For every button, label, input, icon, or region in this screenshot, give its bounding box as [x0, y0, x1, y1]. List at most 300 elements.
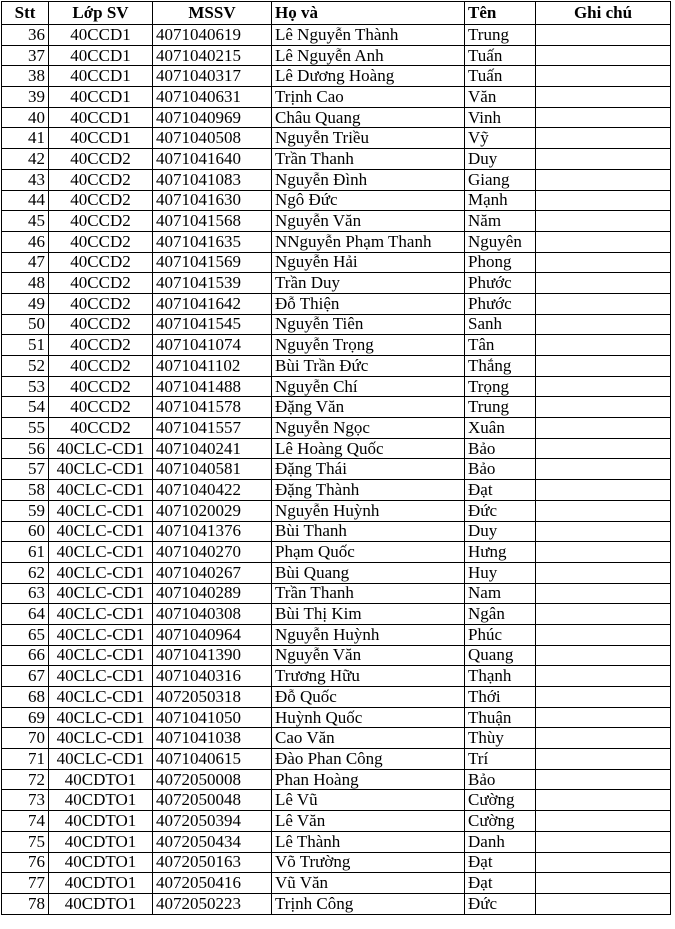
cell-mssv: 4071040581 [153, 459, 272, 480]
cell-ho-va: Lê Nguyễn Thành [272, 25, 465, 46]
cell-ghi-chu [536, 707, 671, 728]
cell-lop-sv: 40CLC-CD1 [49, 542, 153, 563]
cell-mssv: 4071041488 [153, 376, 272, 397]
cell-ho-va: Đỗ Quốc [272, 687, 465, 708]
cell-ten: Văn [465, 87, 536, 108]
table-row [2, 149, 671, 170]
table-row [2, 314, 671, 335]
cell-ho-va: Châu Quang [272, 107, 465, 128]
cell-ten: Trung [465, 397, 536, 418]
cell-stt: 44 [2, 190, 49, 211]
cell-lop-sv: 40CCD2 [49, 149, 153, 170]
cell-mssv: 4071041545 [153, 314, 272, 335]
cell-lop-sv: 40CCD2 [49, 397, 153, 418]
cell-lop-sv: 40CCD1 [49, 45, 153, 66]
cell-stt: 65 [2, 624, 49, 645]
roster-body [2, 25, 671, 915]
cell-stt: 61 [2, 542, 49, 563]
cell-ten: Cường [465, 790, 536, 811]
table-row [2, 811, 671, 832]
cell-mssv: 4072050416 [153, 873, 272, 894]
cell-mssv: 4071040631 [153, 87, 272, 108]
cell-stt: 54 [2, 397, 49, 418]
cell-ten: Duy [465, 521, 536, 542]
cell-stt: 38 [2, 66, 49, 87]
cell-ten: Danh [465, 831, 536, 852]
cell-mssv: 4071041640 [153, 149, 272, 170]
cell-ghi-chu [536, 542, 671, 563]
table-row [2, 666, 671, 687]
cell-mssv: 4071040267 [153, 562, 272, 583]
cell-ho-va: Đỗ Thiện [272, 293, 465, 314]
cell-ho-va: Phan Hoàng [272, 769, 465, 790]
cell-mssv: 4071041083 [153, 169, 272, 190]
cell-lop-sv: 40CCD2 [49, 211, 153, 232]
table-row [2, 418, 671, 439]
cell-mssv: 4072050163 [153, 852, 272, 873]
header-ten: Tên [465, 2, 536, 25]
table-row [2, 87, 671, 108]
cell-ten: Bảo [465, 459, 536, 480]
table-row [2, 707, 671, 728]
cell-lop-sv: 40CLC-CD1 [49, 624, 153, 645]
cell-ho-va: Lê Văn [272, 811, 465, 832]
cell-ten: Thùy [465, 728, 536, 749]
cell-ghi-chu [536, 87, 671, 108]
cell-ten: Tân [465, 335, 536, 356]
cell-ghi-chu [536, 790, 671, 811]
cell-stt: 39 [2, 87, 49, 108]
cell-ho-va: Vũ Văn [272, 873, 465, 894]
cell-ghi-chu [536, 293, 671, 314]
cell-lop-sv: 40CLC-CD1 [49, 583, 153, 604]
cell-ghi-chu [536, 583, 671, 604]
cell-lop-sv: 40CLC-CD1 [49, 645, 153, 666]
table-row [2, 356, 671, 377]
cell-lop-sv: 40CLC-CD1 [49, 438, 153, 459]
cell-ho-va: Võ Trường [272, 852, 465, 873]
cell-lop-sv: 40CCD2 [49, 169, 153, 190]
cell-ho-va: Nguyễn Trọng [272, 335, 465, 356]
cell-ho-va: Đào Phan Công [272, 749, 465, 770]
cell-ten: Giang [465, 169, 536, 190]
cell-ghi-chu [536, 231, 671, 252]
table-row [2, 542, 671, 563]
cell-ghi-chu [536, 666, 671, 687]
cell-stt: 43 [2, 169, 49, 190]
table-row [2, 376, 671, 397]
cell-mssv: 4071040241 [153, 438, 272, 459]
cell-ho-va: Lê Hoàng Quốc [272, 438, 465, 459]
cell-ho-va: Bùi Trần Đức [272, 356, 465, 377]
cell-ho-va: Bùi Thị Kim [272, 604, 465, 625]
cell-ho-va: Lê Vũ [272, 790, 465, 811]
table-row [2, 107, 671, 128]
cell-ten: Ngân [465, 604, 536, 625]
cell-ghi-chu [536, 831, 671, 852]
cell-stt: 69 [2, 707, 49, 728]
cell-ten: Mạnh [465, 190, 536, 211]
cell-stt: 77 [2, 873, 49, 894]
cell-mssv: 4071041376 [153, 521, 272, 542]
cell-stt: 59 [2, 500, 49, 521]
cell-stt: 56 [2, 438, 49, 459]
cell-stt: 51 [2, 335, 49, 356]
cell-ghi-chu [536, 376, 671, 397]
cell-ten: Thới [465, 687, 536, 708]
cell-ten: Đạt [465, 873, 536, 894]
cell-stt: 73 [2, 790, 49, 811]
cell-stt: 63 [2, 583, 49, 604]
cell-stt: 40 [2, 107, 49, 128]
cell-stt: 47 [2, 252, 49, 273]
cell-ho-va: Trần Duy [272, 273, 465, 294]
cell-mssv: 4071040289 [153, 583, 272, 604]
cell-ho-va: Nguyễn Văn [272, 645, 465, 666]
table-row [2, 873, 671, 894]
cell-mssv: 4071041539 [153, 273, 272, 294]
cell-lop-sv: 40CDTO1 [49, 769, 153, 790]
cell-ho-va: Trương Hữu [272, 666, 465, 687]
cell-ghi-chu [536, 66, 671, 87]
cell-ghi-chu [536, 190, 671, 211]
cell-stt: 55 [2, 418, 49, 439]
table-row [2, 66, 671, 87]
cell-lop-sv: 40CLC-CD1 [49, 562, 153, 583]
cell-ho-va: Lê Nguyễn Anh [272, 45, 465, 66]
cell-ten: Quang [465, 645, 536, 666]
header-stt: Stt [2, 2, 49, 25]
cell-stt: 45 [2, 211, 49, 232]
cell-ghi-chu [536, 25, 671, 46]
cell-mssv: 4071040508 [153, 128, 272, 149]
cell-ho-va: Phạm Quốc [272, 542, 465, 563]
cell-stt: 64 [2, 604, 49, 625]
cell-ho-va: Bùi Thanh [272, 521, 465, 542]
cell-ghi-chu [536, 45, 671, 66]
cell-mssv: 4071020029 [153, 500, 272, 521]
cell-mssv: 4071041102 [153, 356, 272, 377]
cell-lop-sv: 40CLC-CD1 [49, 666, 153, 687]
cell-ghi-chu [536, 873, 671, 894]
cell-ten: Sanh [465, 314, 536, 335]
cell-ten: Đạt [465, 480, 536, 501]
cell-ghi-chu [536, 852, 671, 873]
cell-ghi-chu [536, 128, 671, 149]
cell-ten: Phong [465, 252, 536, 273]
table-row [2, 624, 671, 645]
cell-lop-sv: 40CLC-CD1 [49, 707, 153, 728]
cell-mssv: 4071040316 [153, 666, 272, 687]
table-row [2, 231, 671, 252]
cell-ten: Phúc [465, 624, 536, 645]
cell-ghi-chu [536, 418, 671, 439]
cell-ghi-chu [536, 624, 671, 645]
cell-stt: 70 [2, 728, 49, 749]
cell-stt: 71 [2, 749, 49, 770]
cell-stt: 50 [2, 314, 49, 335]
cell-ghi-chu [536, 604, 671, 625]
cell-ho-va: Nguyễn Đình [272, 169, 465, 190]
cell-mssv: 4071041074 [153, 335, 272, 356]
cell-ho-va: Lê Thành [272, 831, 465, 852]
cell-ho-va: Nguyễn Văn [272, 211, 465, 232]
cell-stt: 76 [2, 852, 49, 873]
cell-ten: Phước [465, 273, 536, 294]
cell-stt: 52 [2, 356, 49, 377]
cell-mssv: 4071040215 [153, 45, 272, 66]
cell-ho-va: Trịnh Cao [272, 87, 465, 108]
cell-lop-sv: 40CDTO1 [49, 811, 153, 832]
cell-lop-sv: 40CDTO1 [49, 893, 153, 914]
cell-ten: Vỹ [465, 128, 536, 149]
table-row [2, 335, 671, 356]
cell-mssv: 4071041569 [153, 252, 272, 273]
cell-ho-va: Trần Thanh [272, 583, 465, 604]
cell-ghi-chu [536, 459, 671, 480]
header-mssv: MSSV [153, 2, 272, 25]
cell-ghi-chu [536, 211, 671, 232]
table-row [2, 252, 671, 273]
cell-ghi-chu [536, 314, 671, 335]
table-row [2, 25, 671, 46]
cell-ho-va: Nguyễn Triều [272, 128, 465, 149]
cell-stt: 58 [2, 480, 49, 501]
cell-ghi-chu [536, 749, 671, 770]
table-row [2, 790, 671, 811]
cell-ten: Trọng [465, 376, 536, 397]
cell-mssv: 4071041578 [153, 397, 272, 418]
cell-ho-va: Cao Văn [272, 728, 465, 749]
cell-stt: 62 [2, 562, 49, 583]
cell-lop-sv: 40CDTO1 [49, 831, 153, 852]
cell-ten: Thắng [465, 356, 536, 377]
cell-stt: 41 [2, 128, 49, 149]
cell-mssv: 4071040422 [153, 480, 272, 501]
header-ghi-chu: Ghi chú [536, 2, 671, 25]
cell-ghi-chu [536, 645, 671, 666]
cell-ten: Cường [465, 811, 536, 832]
table-row [2, 190, 671, 211]
cell-mssv: 4071040964 [153, 624, 272, 645]
cell-ghi-chu [536, 562, 671, 583]
cell-ho-va: Nguyễn Hải [272, 252, 465, 273]
cell-ten: Huy [465, 562, 536, 583]
cell-mssv: 4071040619 [153, 25, 272, 46]
cell-mssv: 4071041568 [153, 211, 272, 232]
cell-lop-sv: 40CDTO1 [49, 790, 153, 811]
cell-lop-sv: 40CLC-CD1 [49, 480, 153, 501]
cell-lop-sv: 40CDTO1 [49, 852, 153, 873]
cell-ho-va: Lê Dương Hoàng [272, 66, 465, 87]
cell-mssv: 4071041642 [153, 293, 272, 314]
cell-mssv: 4072050394 [153, 811, 272, 832]
cell-stt: 78 [2, 893, 49, 914]
cell-lop-sv: 40CLC-CD1 [49, 521, 153, 542]
table-row [2, 128, 671, 149]
cell-mssv: 4071041050 [153, 707, 272, 728]
cell-lop-sv: 40CCD2 [49, 376, 153, 397]
cell-ten: Nam [465, 583, 536, 604]
cell-stt: 42 [2, 149, 49, 170]
cell-ho-va: Nguyễn Chí [272, 376, 465, 397]
table-row [2, 831, 671, 852]
cell-ho-va: Đặng Thái [272, 459, 465, 480]
cell-mssv: 4072050008 [153, 769, 272, 790]
cell-stt: 66 [2, 645, 49, 666]
table-row [2, 769, 671, 790]
student-roster-table [1, 1, 671, 915]
cell-mssv: 4071040308 [153, 604, 272, 625]
cell-ten: Đạt [465, 852, 536, 873]
cell-lop-sv: 40CLC-CD1 [49, 604, 153, 625]
cell-lop-sv: 40CLC-CD1 [49, 749, 153, 770]
cell-ghi-chu [536, 149, 671, 170]
cell-mssv: 4071040270 [153, 542, 272, 563]
cell-stt: 68 [2, 687, 49, 708]
cell-ho-va: Đặng Thành [272, 480, 465, 501]
cell-stt: 37 [2, 45, 49, 66]
cell-stt: 67 [2, 666, 49, 687]
cell-ghi-chu [536, 356, 671, 377]
table-row [2, 293, 671, 314]
cell-stt: 60 [2, 521, 49, 542]
cell-mssv: 4071041390 [153, 645, 272, 666]
cell-lop-sv: 40CCD2 [49, 418, 153, 439]
cell-lop-sv: 40CCD1 [49, 107, 153, 128]
cell-ghi-chu [536, 273, 671, 294]
table-row [2, 459, 671, 480]
cell-ghi-chu [536, 169, 671, 190]
table-row [2, 893, 671, 914]
cell-ten: Phước [465, 293, 536, 314]
cell-ten: Xuân [465, 418, 536, 439]
table-row [2, 480, 671, 501]
cell-ho-va: Nguyễn Ngọc [272, 418, 465, 439]
header-row [2, 2, 671, 25]
cell-ho-va: Nguyễn Huỳnh [272, 624, 465, 645]
cell-ten: Thuận [465, 707, 536, 728]
cell-lop-sv: 40CCD1 [49, 66, 153, 87]
table-row [2, 169, 671, 190]
cell-lop-sv: 40CCD2 [49, 252, 153, 273]
cell-ghi-chu [536, 500, 671, 521]
cell-ho-va: NNguyễn Phạm Thanh [272, 231, 465, 252]
cell-ho-va: Bùi Quang [272, 562, 465, 583]
cell-ho-va: Nguyễn Tiên [272, 314, 465, 335]
cell-lop-sv: 40CLC-CD1 [49, 687, 153, 708]
cell-lop-sv: 40CLC-CD1 [49, 500, 153, 521]
cell-ten: Bảo [465, 769, 536, 790]
cell-lop-sv: 40CCD2 [49, 273, 153, 294]
cell-ten: Nguyên [465, 231, 536, 252]
cell-ten: Đức [465, 500, 536, 521]
cell-ten: Bảo [465, 438, 536, 459]
table-row [2, 562, 671, 583]
table-row [2, 749, 671, 770]
table-row [2, 645, 671, 666]
table-row [2, 211, 671, 232]
cell-ten: Hưng [465, 542, 536, 563]
cell-ghi-chu [536, 521, 671, 542]
cell-ho-va: Nguyễn Huỳnh [272, 500, 465, 521]
table-row [2, 583, 671, 604]
cell-lop-sv: 40CDTO1 [49, 873, 153, 894]
cell-ho-va: Trịnh Công [272, 893, 465, 914]
cell-ten: Thạnh [465, 666, 536, 687]
cell-stt: 49 [2, 293, 49, 314]
cell-ghi-chu [536, 893, 671, 914]
cell-stt: 48 [2, 273, 49, 294]
cell-mssv: 4071040969 [153, 107, 272, 128]
cell-mssv: 4071040615 [153, 749, 272, 770]
cell-ho-va: Huỳnh Quốc [272, 707, 465, 728]
table-row [2, 500, 671, 521]
cell-mssv: 4071041635 [153, 231, 272, 252]
cell-ten: Trí [465, 749, 536, 770]
cell-stt: 74 [2, 811, 49, 832]
cell-stt: 53 [2, 376, 49, 397]
table-row [2, 273, 671, 294]
cell-lop-sv: 40CCD1 [49, 87, 153, 108]
cell-ghi-chu [536, 728, 671, 749]
cell-lop-sv: 40CCD2 [49, 190, 153, 211]
cell-ho-va: Ngô Đức [272, 190, 465, 211]
cell-ten: Duy [465, 149, 536, 170]
table-row [2, 604, 671, 625]
cell-lop-sv: 40CCD1 [49, 25, 153, 46]
cell-ghi-chu [536, 480, 671, 501]
cell-ten: Tuấn [465, 66, 536, 87]
cell-mssv: 4072050318 [153, 687, 272, 708]
cell-ghi-chu [536, 811, 671, 832]
cell-ghi-chu [536, 252, 671, 273]
cell-lop-sv: 40CCD2 [49, 293, 153, 314]
cell-ghi-chu [536, 769, 671, 790]
cell-ghi-chu [536, 438, 671, 459]
table-row [2, 438, 671, 459]
cell-lop-sv: 40CCD2 [49, 231, 153, 252]
table-row [2, 45, 671, 66]
cell-lop-sv: 40CCD2 [49, 335, 153, 356]
cell-ho-va: Đặng Văn [272, 397, 465, 418]
header-lop-sv: Lớp SV [49, 2, 153, 25]
table-row [2, 687, 671, 708]
cell-mssv: 4071041038 [153, 728, 272, 749]
table-row [2, 397, 671, 418]
table-row [2, 852, 671, 873]
cell-lop-sv: 40CCD2 [49, 314, 153, 335]
cell-ghi-chu [536, 397, 671, 418]
cell-stt: 46 [2, 231, 49, 252]
cell-ho-va: Trần Thanh [272, 149, 465, 170]
cell-ten: Đức [465, 893, 536, 914]
cell-ten: Trung [465, 25, 536, 46]
cell-stt: 75 [2, 831, 49, 852]
cell-lop-sv: 40CLC-CD1 [49, 459, 153, 480]
cell-mssv: 4072050434 [153, 831, 272, 852]
cell-mssv: 4072050223 [153, 893, 272, 914]
cell-mssv: 4071041557 [153, 418, 272, 439]
cell-stt: 36 [2, 25, 49, 46]
cell-mssv: 4071040317 [153, 66, 272, 87]
cell-ghi-chu [536, 107, 671, 128]
cell-mssv: 4072050048 [153, 790, 272, 811]
table-row [2, 728, 671, 749]
cell-stt: 57 [2, 459, 49, 480]
cell-stt: 72 [2, 769, 49, 790]
cell-ghi-chu [536, 335, 671, 356]
